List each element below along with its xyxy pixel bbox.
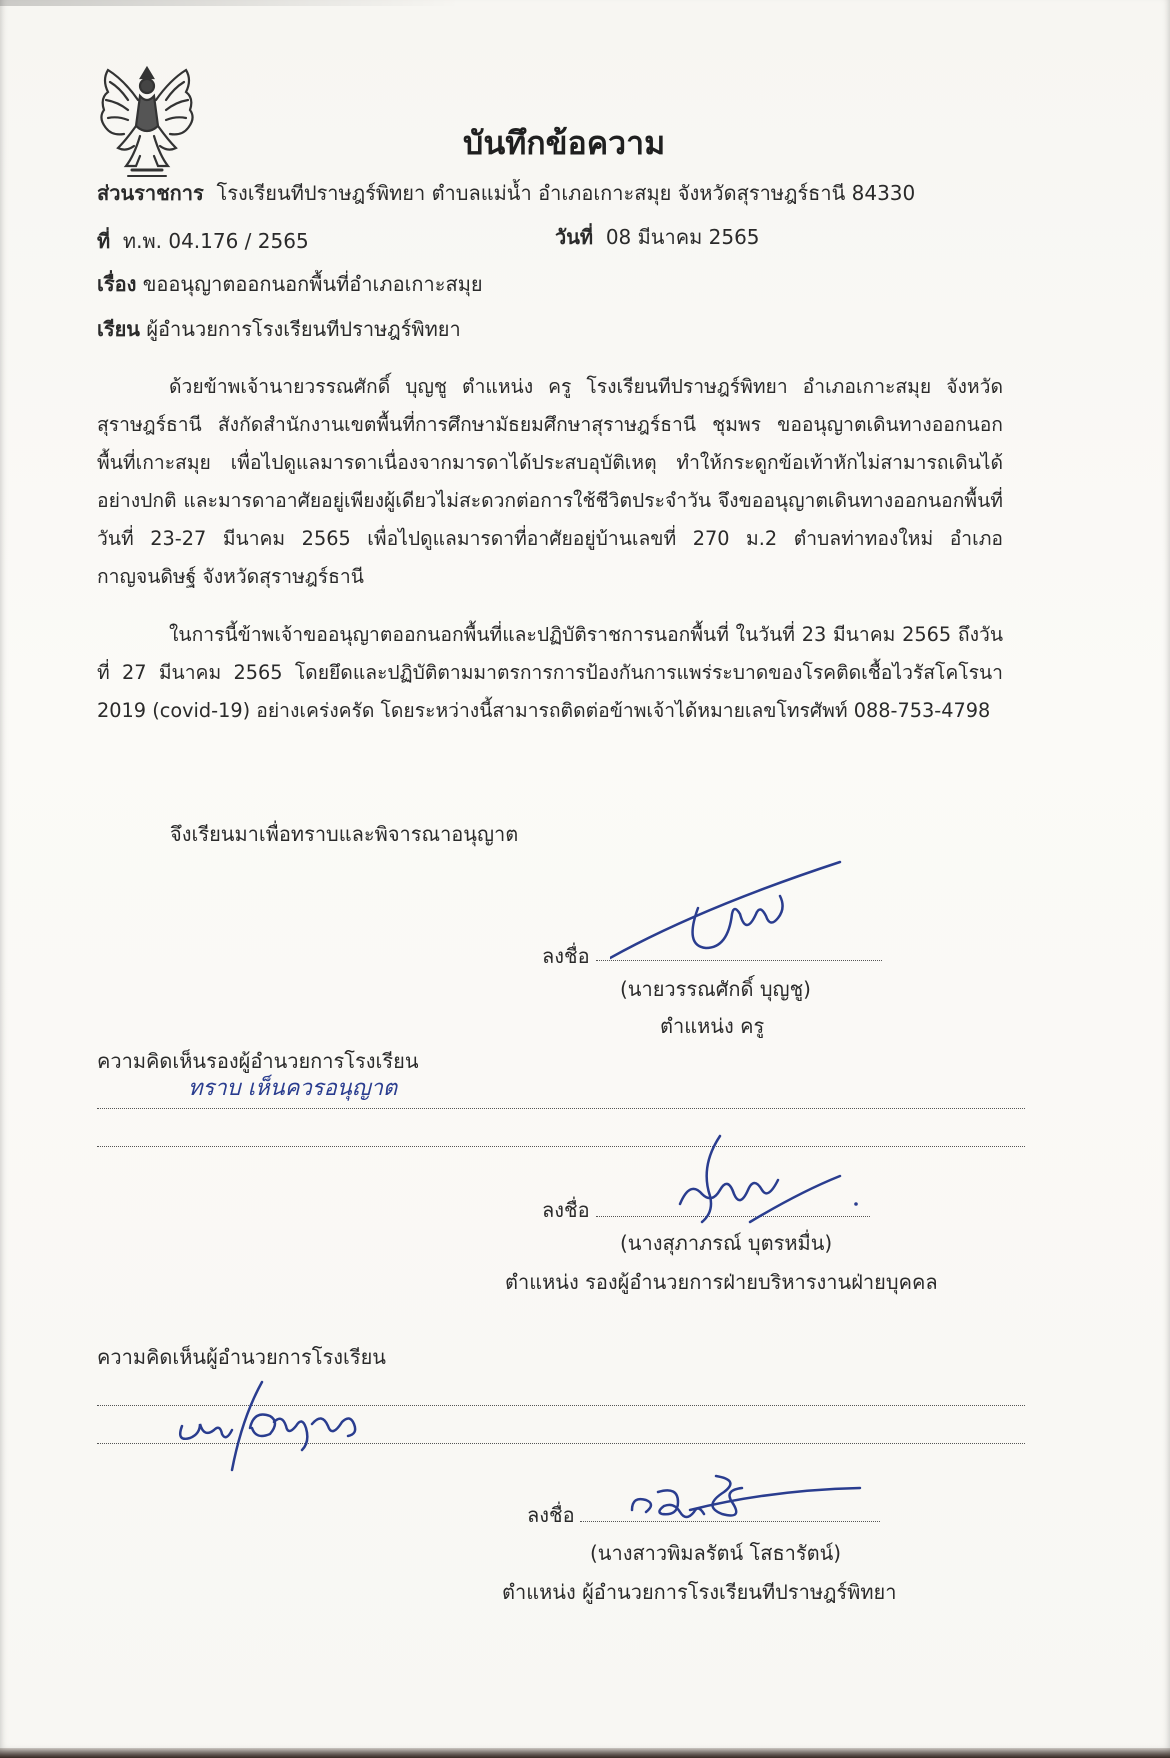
body-paragraph-1-text: ด้วยข้าพเจ้านายวรรณศักดิ์ บุญชู ตำแหน่ง ครู โรงเรียนทีปราษฎร์พิทยา อำเภอเกาะสมุย จังหวัดสุราษฎร์ธานี สังกัดสำนักงานเขตพื้นที่การศึกษามัธยมศึกษาสุราษฎร์ธานี ชุมพร ขออนุญาตเดินทางออกนอกพื้นที่เกาะสมุย เพื่อไปดูแลมารดาเนื่องจากมารดาได้ประสบอุบัติเหตุ ทำให้กระดูกข้อเท้าหักไม่สามารถเดินได้อย่างปกติ และมารดาอาศัยอยู่เพียงผู้เดียวไม่สะดวกต่อการใช้ชีวิตประจำวัน จึงขออนุญาตเดินทางออกนอกพื้นที่ วันที่ 23-27 มีนาคม 2565 เพื่อไปดูแลมารดาที่อาศัยอยู่บ้านเลขที่ 270 ม.2 ตำบลท่าทองใหม่ อำเภอกาญจนดิษฐ์ จังหวัดสุราษฎร์ธานี (97, 375, 1003, 588)
director-opinion-handwritten (170, 1378, 370, 1474)
reference-value: ท.พ. 04.176 / 2565 (122, 229, 309, 253)
director-opinion-label: ความคิดเห็นผู้อำนวยการโรงเรียน (97, 1345, 386, 1369)
signature-1-handwritten (610, 858, 860, 968)
signer-3-name: (นางสาวพิมลรัตน์ โสธารัตน์) (590, 1541, 842, 1565)
page-bottom-edge (0, 1748, 1170, 1758)
deputy-opinion-handwritten: ทราบ เห็นควรอนุญาต (188, 1076, 398, 1101)
deputy-opinion-line-2 (97, 1146, 1025, 1147)
signer-3-position: ตำแหน่ง ผู้อำนวยการโรงเรียนทีปราษฎร์พิทยา (502, 1580, 897, 1604)
date-value: 08 มีนาคม 2565 (605, 225, 760, 249)
reference-label: ที่ (97, 229, 111, 253)
deputy-opinion-label: ความคิดเห็นรองผู้อำนวยการโรงเรียน (97, 1049, 419, 1073)
body-paragraph-2 (97, 616, 1003, 730)
sign-label-2: ลงชื่อ (542, 1198, 590, 1222)
body-paragraph-1 (97, 368, 1003, 596)
date-line (555, 225, 760, 249)
sign-label-1: ลงชื่อ (542, 944, 590, 968)
recipient-label: เรียน (97, 317, 140, 341)
memo-title: บันทึกข้อความ (463, 124, 666, 162)
recipient-line (97, 317, 461, 341)
garuda-emblem-icon (92, 60, 202, 184)
body-paragraph-2-text: ในการนี้ข้าพเจ้าขออนุญาตออกนอกพื้นที่และปฏิบัติราชการนอกพื้นที่ ในวันที่ 23 มีนาคม 2565 ถึงวันที่ 27 มีนาคม 2565 โดยยึดและปฏิบัติตามมาตรการการป้องกันการแพร่ระบาดของโรคติดเชื้อไวรัสโคโรนา 2019 (covid-19) อย่างเคร่งครัด โดยระหว่างนี้สามารถติดต่อข้าพเจ้าได้หมายเลขโทรศัพท์ 088-753-4798 (97, 623, 1003, 722)
agency-value: โรงเรียนทีปราษฎร์พิทยา ตำบลแม่น้ำ อำเภอเกาะสมุย จังหวัดสุราษฎร์ธานี 84330 (216, 181, 916, 205)
closing-line: จึงเรียนมาเพื่อทราบและพิจารณาอนุญาต (170, 822, 519, 846)
subject-label: เรื่อง (97, 272, 137, 296)
signer-1-name: (นายวรรณศักดิ์ บุญชู) (620, 977, 811, 1001)
subject-value: ขออนุญาตออกนอกพื้นที่อำเภอเกาะสมุย (142, 272, 483, 296)
reference-line (97, 229, 309, 253)
agency-line (97, 181, 915, 205)
sign-label-3: ลงชื่อ (527, 1503, 575, 1527)
agency-label: ส่วนราชการ (97, 181, 204, 205)
signature-3-handwritten (620, 1470, 870, 1540)
deputy-opinion-line-1 (97, 1108, 1025, 1109)
page-top-edge (0, 0, 460, 6)
subject-line (97, 272, 483, 296)
signer-1-position: ตำแหน่ง ครู (660, 1014, 765, 1038)
signer-2-name: (นางสุภาภรณ์ บุตรหมื่น) (620, 1231, 833, 1255)
signature-2-handwritten (640, 1132, 880, 1232)
signer-2-position: ตำแหน่ง รองผู้อำนวยการฝ่ายบริหารงานฝ่ายบุคคล (505, 1270, 938, 1294)
recipient-value: ผู้อำนวยการโรงเรียนทีปราษฎร์พิทยา (146, 317, 461, 341)
date-label: วันที่ (555, 225, 594, 249)
